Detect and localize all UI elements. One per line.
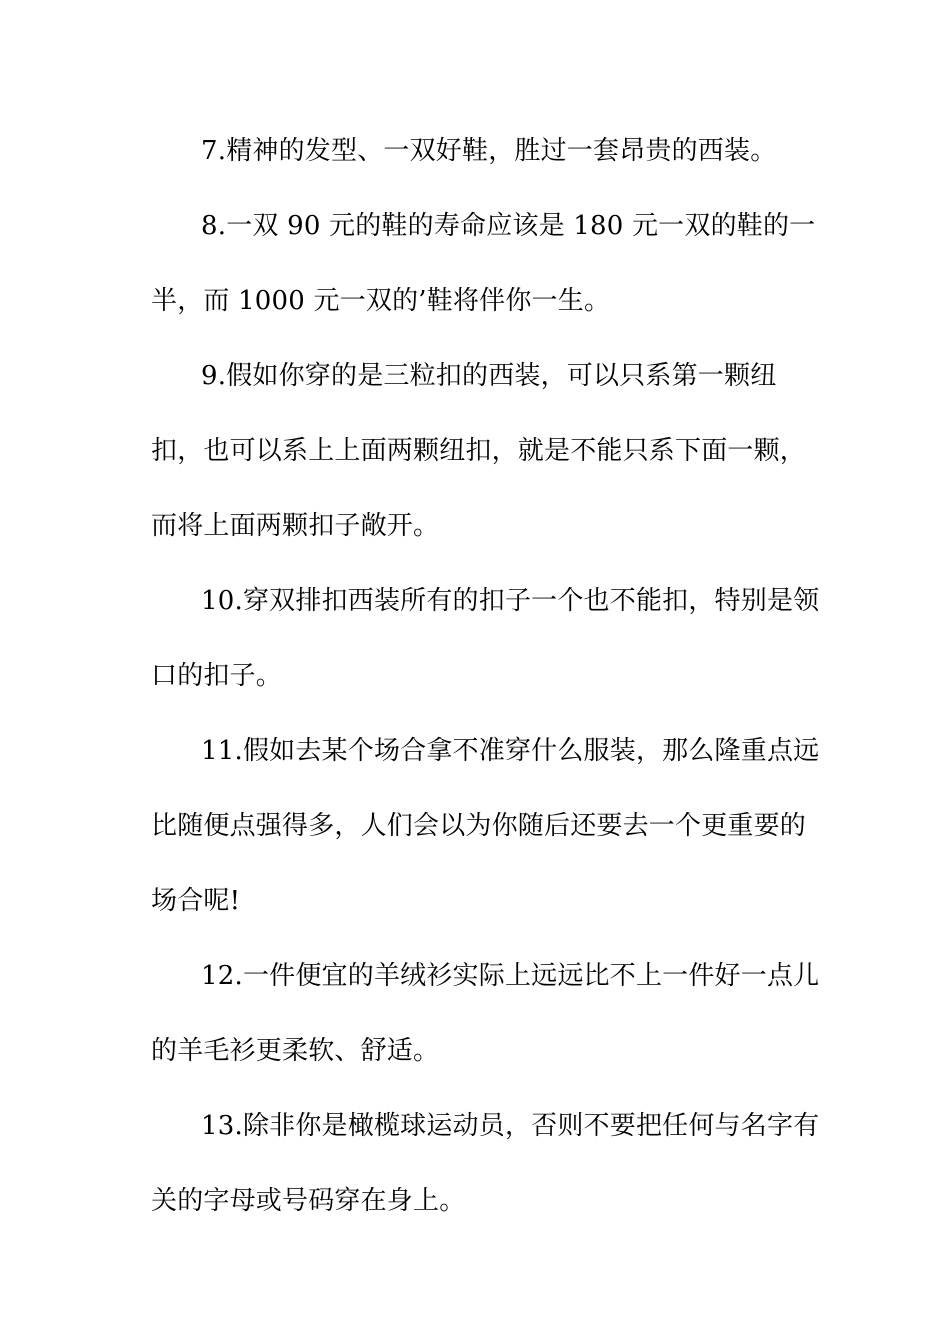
tip-9-line-3: 而将上面两颗扣子敞开。 (151, 511, 440, 541)
tip-8-line-2: 半，而 1000 元一双的’鞋将伴你一生。 (151, 286, 611, 316)
tip-11-line-3: 场合呢! (151, 886, 241, 916)
tip-12-line-2: 的羊毛衫更柔软、舒适。 (151, 1036, 440, 1066)
tip-11-line-1: 11.假如去某个场合拿不准穿什么服装，那么隆重点远 (201, 736, 820, 766)
tip-13-line-2: 关的字母或号码穿在身上。 (151, 1186, 466, 1216)
tip-10-line-2: 口的扣子。 (151, 661, 283, 691)
tip-9-line-2: 扣，也可以系上上面两颗纽扣，就是不能只系下面一颗， (151, 436, 807, 466)
tip-7-line-1: 7.精神的发型、一双好鞋，胜过一套昂贵的西装。 (201, 136, 777, 166)
tip-9-line-1: 9.假如你穿的是三粒扣的西装，可以只系第一颗纽 (201, 361, 777, 391)
tip-13-line-1: 13.除非你是橄榄球运动员，否则不要把任何与名字有 (201, 1111, 820, 1141)
tip-11-line-2: 比随便点强得多，人们会以为你随后还要去一个更重要的 (151, 811, 807, 841)
tip-12-line-1: 12.一件便宜的羊绒衫实际上远远比不上一件好一点儿 (201, 961, 820, 991)
tip-8-line-1: 8.一双 90 元的鞋的寿命应该是 180 元一双的鞋的一 (201, 211, 816, 241)
tip-10-line-1: 10.穿双排扣西装所有的扣子一个也不能扣，特别是领 (201, 586, 820, 616)
